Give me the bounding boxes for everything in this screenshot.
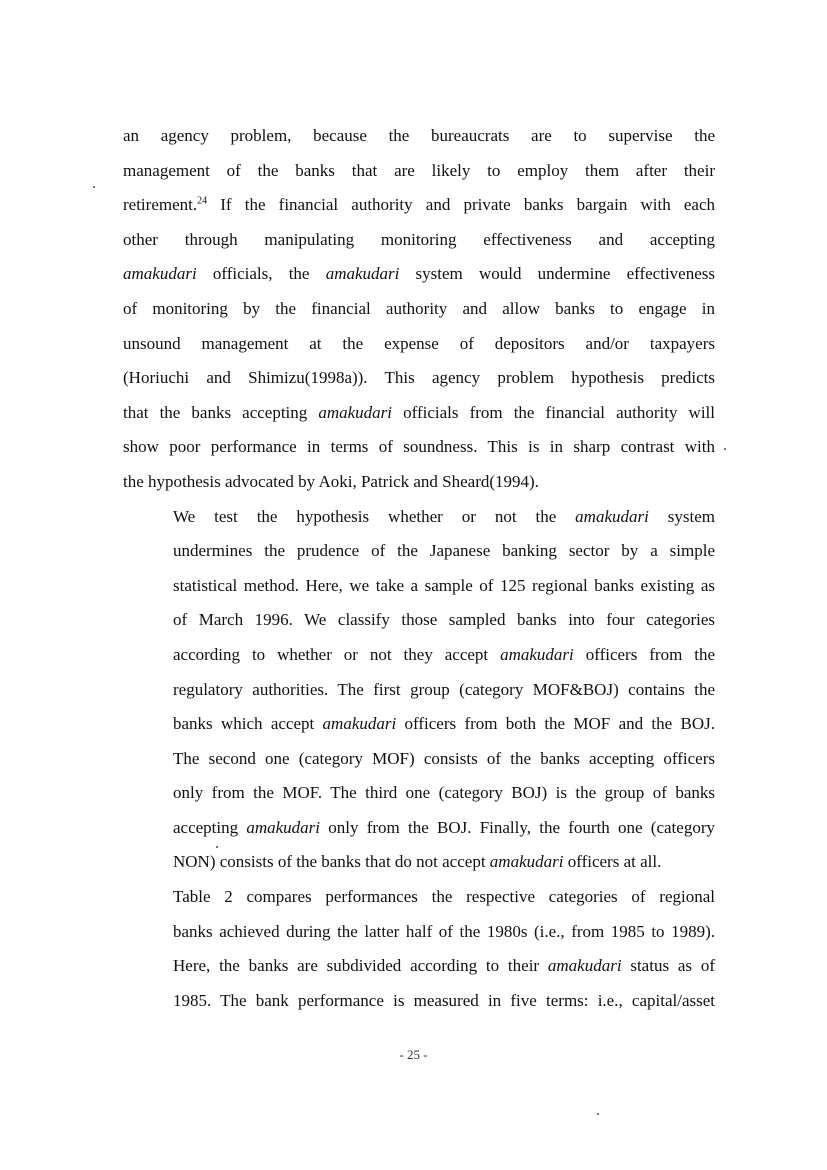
text-line [123,119,715,154]
italic-term: amakudari [123,264,197,284]
text-line [123,223,715,258]
italic-term: amakudari [325,264,400,284]
italic-term: amakudari [246,817,321,837]
text-run: an agency problem, because the bureaucrats are to supervise the [123,126,715,145]
text-line [123,845,715,880]
text-run: retirement. [123,195,198,215]
text-line [123,188,715,223]
body-paragraph [123,500,715,881]
text-line [123,396,715,431]
scan-speck [216,846,218,848]
text-run: show poor performance in terms of soundness. This is in sharp contrast with [123,437,715,457]
text-run: management of the banks that are likely to employ them after their [123,160,715,180]
text-run: We test the hypothesis whether or not the [173,506,576,526]
text-line [123,430,715,465]
text-run: of monitoring by the financial authority and allow banks to engage in [123,298,715,318]
text-run: (Horiuchi and Shimizu(1998a)). This agency problem hypothesis predicts [123,368,715,388]
text-run: of March 1996. We classify those sampled banks into four categories [173,610,715,630]
text-line [123,292,715,327]
text-run: the hypothesis advocated by Aoki, Patrick and Sheard(1994). [123,471,539,491]
text-run: accepting [173,817,247,837]
text-line [123,707,715,742]
text-run: system [648,506,715,526]
text-run: 1985. The bank performance is measured in five terms: i.e., capital/asset [173,990,715,1010]
text-run: system would undermine effectiveness [399,264,715,284]
footnote-marker: 24 [197,195,208,207]
text-run: only from the BOJ. Finally, the fourth one (category [320,817,715,837]
text-run: undermines the prudence of the Japanese banking sector by a simple [173,541,715,561]
text-run: only from the MOF. The third one (category BOJ) is the group of banks [173,783,715,803]
text-line [123,638,715,673]
scan-speck [597,1113,599,1115]
text-run: Table 2 compares performances the respective categories of regional [173,887,715,907]
body-paragraph [123,119,715,500]
italic-term: amakudari [575,506,649,526]
text-line [123,880,715,915]
text-run: banks which accept [173,714,323,734]
text-run: unsound management at the expense of depositors and/or taxpayers [123,333,715,353]
scan-speck [724,448,726,450]
italic-term: amakudari [489,852,564,872]
text-run: NON) consists of the banks that do not accept [173,852,490,872]
text-line [123,603,715,638]
text-line [123,257,715,292]
text-line [123,500,715,535]
text-line [123,327,715,362]
text-run: officials from the financial authority will [392,402,715,422]
text-run: officials, the [196,264,326,284]
italic-term: amakudari [547,956,622,976]
text-line [123,949,715,984]
text-line [123,776,715,811]
text-run: banks achieved during the latter half of the 1980s (i.e., from 1985 to 1989). [173,921,715,941]
text-line [123,465,715,500]
body-paragraph [123,880,715,1018]
text-run: other through manipulating monitoring effectiveness and accepting [123,229,715,249]
page-number: - 25 - [399,1047,428,1062]
text-line [123,154,715,189]
text-line [123,915,715,950]
page-body [123,119,715,1018]
text-run: officers from both the MOF and the BOJ. [396,714,715,734]
text-line [123,361,715,396]
text-run: The second one (category MOF) consists of the banks accepting officers [173,748,715,768]
text-line [123,811,715,846]
italic-term: amakudari [500,644,574,664]
text-run: officers from the [573,644,716,664]
text-run: regulatory authorities. The first group (category MOF&BOJ) contains the [173,679,715,699]
italic-term: amakudari [318,402,393,422]
text-line [123,569,715,604]
text-line [123,984,715,1019]
text-run: that the banks accepting [123,402,319,422]
text-run: according to whether or not they accept [173,644,501,664]
scan-speck [93,186,95,188]
italic-term: amakudari [322,714,397,734]
text-run: status as of [621,956,715,976]
text-run: If the financial authority and private banks bargain with each [207,195,715,215]
text-run: Here, the banks are subdivided according to their [173,956,548,976]
text-run: statistical method. Here, we take a sample of 125 regional banks existing as [173,575,715,595]
text-run: officers at all. [563,852,662,872]
text-line [123,742,715,777]
text-line [123,534,715,569]
text-line [123,673,715,708]
